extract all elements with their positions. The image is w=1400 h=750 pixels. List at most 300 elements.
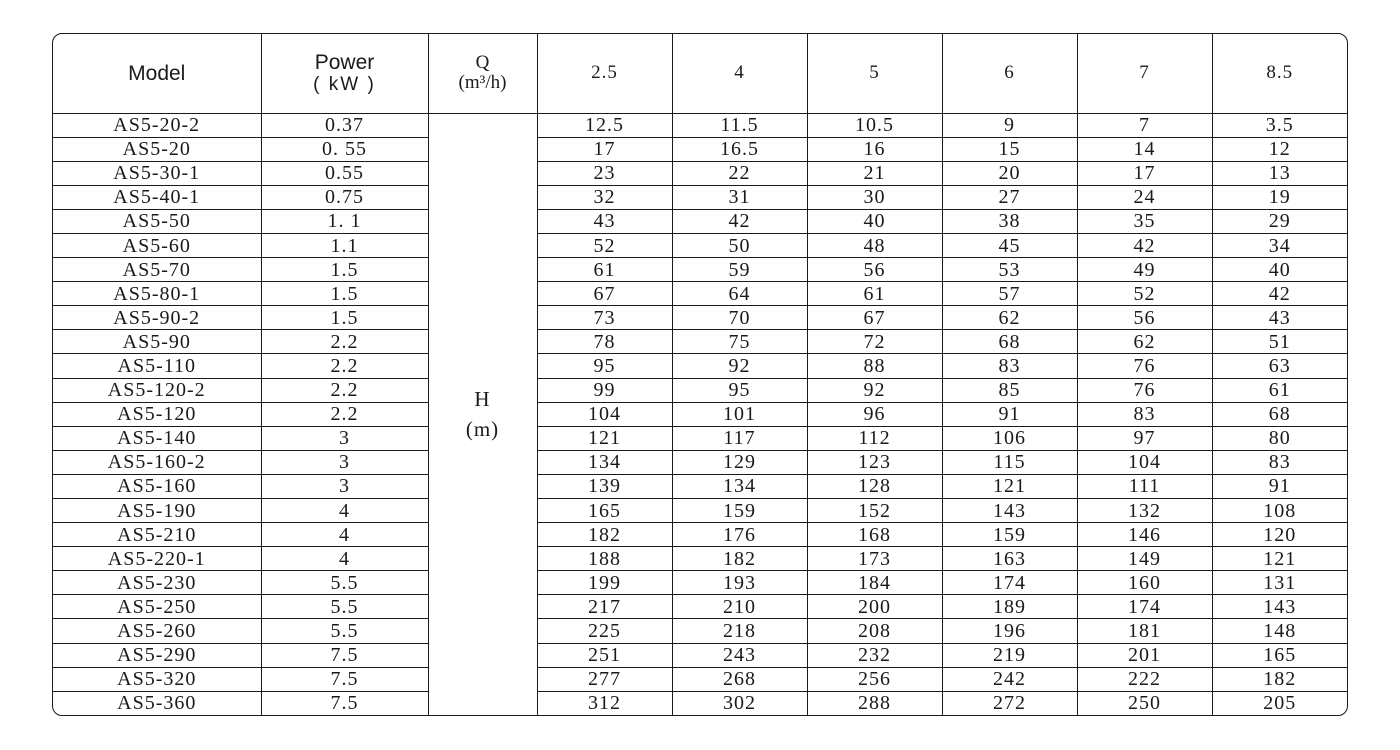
- head-value-cell-text: 76: [1133, 379, 1156, 402]
- power-cell: [261, 426, 428, 450]
- head-value-cell: [1077, 474, 1212, 498]
- head-value-cell-text: 30: [863, 186, 886, 209]
- head-value-cell: [942, 330, 1077, 354]
- head-value-cell: [672, 523, 807, 547]
- power-cell: [261, 402, 428, 426]
- head-value-cell-text: 277: [588, 668, 621, 691]
- head-value-cell: [1212, 499, 1347, 523]
- head-value-cell-text: 111: [1128, 475, 1161, 498]
- head-value-cell-text: 91: [1268, 475, 1291, 498]
- head-value-cell-text: 83: [1268, 451, 1291, 474]
- head-value-cell: [1077, 691, 1212, 715]
- table-row: [53, 691, 1347, 715]
- head-value-cell-text: 48: [863, 234, 886, 257]
- head-value-cell-text: 12.5: [585, 114, 624, 137]
- model-cell: [53, 474, 261, 498]
- power-cell-text: 2.2: [330, 354, 359, 377]
- head-value-cell: [942, 619, 1077, 643]
- head-value-cell-text: 61: [1268, 379, 1291, 402]
- model-cell-text: AS5-20: [122, 138, 191, 161]
- table-row: [53, 258, 1347, 282]
- head-value-cell-text: 251: [588, 644, 621, 667]
- head-value-cell-text: 121: [588, 427, 621, 450]
- head-value-cell: [1077, 306, 1212, 330]
- head-value-cell: [1077, 185, 1212, 209]
- head-value-cell: [537, 258, 672, 282]
- power-cell-text: 1. 1: [327, 210, 362, 233]
- head-value-cell-text: 3.5: [1265, 114, 1294, 137]
- head-value-cell: [1212, 667, 1347, 691]
- head-value-cell-text: 176: [723, 523, 756, 546]
- head-value-cell: [807, 667, 942, 691]
- head-value-cell: [537, 402, 672, 426]
- head-value-cell-text: 222: [1128, 668, 1161, 691]
- power-cell-text: 7.5: [330, 668, 359, 691]
- head-value-cell-text: 134: [723, 475, 756, 498]
- model-cell: [53, 619, 261, 643]
- head-value-cell: [672, 402, 807, 426]
- head-value-cell-text: 59: [728, 258, 751, 281]
- head-value-cell: [1077, 402, 1212, 426]
- head-value-cell: [537, 306, 672, 330]
- head-value-cell: [672, 137, 807, 161]
- model-cell-text: AS5-90: [122, 330, 191, 353]
- power-cell-text: 7.5: [330, 644, 359, 667]
- head-value-cell-text: 121: [1263, 547, 1297, 570]
- head-value-cell-text: 67: [593, 282, 616, 305]
- head-value-cell: [942, 306, 1077, 330]
- model-cell-text: AS5-90-2: [113, 306, 201, 329]
- head-value-cell-text: 165: [588, 499, 621, 522]
- head-value-cell: [942, 402, 1077, 426]
- model-cell: [53, 643, 261, 667]
- head-value-cell: [537, 426, 672, 450]
- head-value-cell: [942, 667, 1077, 691]
- model-cell-text: AS5-260: [117, 620, 197, 643]
- head-value-cell-text: 32: [593, 186, 616, 209]
- head-value-cell-text: 12: [1268, 138, 1291, 161]
- model-cell: [53, 378, 261, 402]
- head-value-cell-text: 256: [858, 668, 891, 691]
- head-value-cell-text: 165: [1263, 644, 1297, 667]
- head-value-cell: [672, 595, 807, 619]
- head-value-cell-text: 9: [1004, 114, 1015, 137]
- head-value-cell-text: 243: [723, 644, 756, 667]
- head-value-cell-text: 188: [588, 547, 621, 570]
- header-flow: 4: [672, 34, 807, 113]
- head-value-cell: [942, 209, 1077, 233]
- head-value-cell: [672, 474, 807, 498]
- head-value-cell-text: 51: [1268, 330, 1291, 353]
- power-cell-text: 5.5: [330, 620, 359, 643]
- head-value-cell-text: 91: [998, 403, 1021, 426]
- head-value-cell: [672, 354, 807, 378]
- power-cell: [261, 185, 428, 209]
- model-cell: [53, 499, 261, 523]
- power-cell: [261, 619, 428, 643]
- power-cell: [261, 450, 428, 474]
- power-cell-text: 4: [339, 547, 350, 570]
- head-value-cell: [537, 619, 672, 643]
- head-value-cell-text: 205: [1263, 692, 1297, 715]
- head-value-cell: [942, 354, 1077, 378]
- power-cell: [261, 523, 428, 547]
- head-value-cell: [672, 233, 807, 257]
- head-value-cell-text: 272: [993, 692, 1026, 715]
- head-value-cell-text: 199: [588, 571, 621, 594]
- header-flow: 7: [1077, 34, 1212, 113]
- model-cell-text: AS5-140: [117, 427, 197, 450]
- power-cell-text: 1.5: [330, 258, 359, 281]
- head-value-cell-text: 61: [863, 282, 886, 305]
- head-value-cell-text: 24: [1133, 186, 1156, 209]
- head-value-cell-text: 120: [1263, 523, 1297, 546]
- model-cell-text: AS5-220-1: [107, 547, 206, 570]
- head-value-cell: [1077, 233, 1212, 257]
- model-cell-text: AS5-210: [117, 523, 197, 546]
- head-value-cell: [807, 161, 942, 185]
- table-row: [53, 306, 1347, 330]
- model-cell: [53, 547, 261, 571]
- head-value-cell: [672, 161, 807, 185]
- table-row: [53, 209, 1347, 233]
- head-value-cell: [942, 113, 1077, 137]
- head-value-cell: [537, 378, 672, 402]
- head-value-cell-text: 45: [998, 234, 1021, 257]
- head-value-cell: [537, 161, 672, 185]
- head-value-cell-text: 250: [1128, 692, 1161, 715]
- model-cell-text: AS5-110: [117, 354, 196, 377]
- head-value-cell: [1212, 137, 1347, 161]
- head-value-cell-text: 64: [728, 282, 751, 305]
- head-value-cell: [1212, 474, 1347, 498]
- head-value-cell: [942, 499, 1077, 523]
- header-flow: 8.5: [1212, 34, 1347, 113]
- head-value-cell: [1077, 619, 1212, 643]
- head-value-cell: [1077, 426, 1212, 450]
- head-value-cell: [537, 233, 672, 257]
- table-row: [53, 402, 1347, 426]
- head-value-cell-text: 56: [863, 258, 886, 281]
- power-cell: [261, 161, 428, 185]
- head-value-cell: [1212, 619, 1347, 643]
- head-value-cell: [537, 523, 672, 547]
- power-cell-text: 0. 55: [322, 138, 367, 161]
- head-value-cell: [672, 330, 807, 354]
- head-value-cell: [942, 426, 1077, 450]
- head-value-cell: [942, 185, 1077, 209]
- power-cell-text: 5.5: [330, 595, 359, 618]
- head-value-cell-text: 62: [1133, 330, 1156, 353]
- head-value-cell: [1212, 185, 1347, 209]
- power-cell: [261, 595, 428, 619]
- model-cell-text: AS5-250: [117, 595, 197, 618]
- head-value-cell: [1212, 691, 1347, 715]
- head-value-cell-text: 143: [993, 499, 1026, 522]
- head-value-cell-text: 50: [728, 234, 751, 257]
- model-cell-text: AS5-80-1: [113, 282, 201, 305]
- model-cell: [53, 354, 261, 378]
- power-cell: [261, 499, 428, 523]
- head-value-cell-text: 11.5: [720, 114, 759, 137]
- head-value-cell-text: 121: [993, 475, 1026, 498]
- head-value-cell-text: 42: [728, 210, 751, 233]
- head-value-cell-text: 182: [588, 523, 621, 546]
- table-row: [53, 233, 1347, 257]
- head-value-cell: [942, 595, 1077, 619]
- head-value-cell-text: 196: [993, 620, 1026, 643]
- head-value-cell: [807, 426, 942, 450]
- header-q-unit: (m³/h): [458, 72, 507, 94]
- head-value-cell: [672, 691, 807, 715]
- head-value-cell: [942, 137, 1077, 161]
- power-cell: [261, 691, 428, 715]
- head-value-cell: [1212, 330, 1347, 354]
- head-value-cell: [1212, 523, 1347, 547]
- head-value-cell-text: 112: [858, 427, 891, 450]
- head-value-cell: [1212, 282, 1347, 306]
- head-value-cell-text: 92: [728, 354, 751, 377]
- model-cell: [53, 233, 261, 257]
- head-value-cell-text: 83: [998, 354, 1021, 377]
- head-value-cell-text: 70: [728, 306, 751, 329]
- head-value-cell-text: 182: [723, 547, 756, 570]
- head-value-cell-text: 43: [1268, 306, 1291, 329]
- head-value-cell: [1077, 282, 1212, 306]
- power-cell-text: 2.2: [330, 379, 359, 402]
- table-row: [53, 354, 1347, 378]
- model-cell: [53, 426, 261, 450]
- table-row: [53, 378, 1347, 402]
- head-value-cell-text: 57: [998, 282, 1021, 305]
- head-value-cell-text: 68: [1268, 403, 1291, 426]
- head-value-cell: [1212, 161, 1347, 185]
- power-cell: [261, 667, 428, 691]
- head-value-cell-text: 288: [858, 692, 891, 715]
- header-q-label: Q: [475, 52, 490, 74]
- table-row: [53, 137, 1347, 161]
- power-cell-text: 1.5: [330, 282, 359, 305]
- model-cell: [53, 330, 261, 354]
- head-value-cell: [1077, 378, 1212, 402]
- head-value-cell: [672, 378, 807, 402]
- head-value-cell: [1212, 450, 1347, 474]
- head-value-cell: [1212, 258, 1347, 282]
- head-value-cell-text: 76: [1133, 354, 1156, 377]
- head-value-cell: [807, 185, 942, 209]
- power-cell: [261, 571, 428, 595]
- head-value-cell: [672, 258, 807, 282]
- power-cell: [261, 137, 428, 161]
- head-value-cell-text: 163: [993, 547, 1026, 570]
- head-value-cell-text: 174: [993, 571, 1026, 594]
- head-value-cell-text: 129: [723, 451, 756, 474]
- head-value-cell: [807, 258, 942, 282]
- head-value-cell: [807, 595, 942, 619]
- head-value-cell: [1077, 450, 1212, 474]
- model-cell: [53, 161, 261, 185]
- head-value-cell-text: 75: [728, 330, 751, 353]
- table-row: [53, 282, 1347, 306]
- head-value-cell: [807, 306, 942, 330]
- head-value-cell: [942, 161, 1077, 185]
- head-value-cell: [537, 330, 672, 354]
- head-value-cell: [1212, 378, 1347, 402]
- head-value-cell: [1212, 233, 1347, 257]
- model-cell: [53, 306, 261, 330]
- head-value-cell: [807, 499, 942, 523]
- power-cell-text: 1.5: [330, 306, 359, 329]
- table-row: [53, 547, 1347, 571]
- head-value-cell-text: 200: [858, 595, 891, 618]
- model-cell: [53, 185, 261, 209]
- power-cell-text: 1.1: [330, 234, 359, 257]
- power-cell: [261, 474, 428, 498]
- head-value-cell: [807, 450, 942, 474]
- head-value-cell: [1212, 426, 1347, 450]
- model-cell: [53, 691, 261, 715]
- head-value-cell-text: 42: [1268, 282, 1291, 305]
- table-row: [53, 595, 1347, 619]
- head-value-cell-text: 88: [863, 354, 886, 377]
- head-value-cell-text: 225: [588, 620, 621, 643]
- model-cell-text: AS5-120-2: [107, 379, 206, 402]
- head-value-cell: [807, 233, 942, 257]
- head-value-cell-text: 49: [1133, 258, 1156, 281]
- head-value-cell-text: 232: [858, 644, 891, 667]
- head-value-cell: [537, 354, 672, 378]
- head-value-cell-text: 16.5: [720, 138, 759, 161]
- head-value-cell: [537, 643, 672, 667]
- power-cell: [261, 330, 428, 354]
- head-value-cell-text: 19: [1268, 186, 1291, 209]
- head-value-cell: [807, 378, 942, 402]
- head-value-cell-text: 174: [1128, 595, 1161, 618]
- head-value-cell: [537, 282, 672, 306]
- head-value-cell-text: 99: [593, 379, 616, 402]
- head-value-cell-text: 193: [723, 571, 756, 594]
- head-value-cell: [807, 354, 942, 378]
- head-value-cell: [942, 643, 1077, 667]
- model-cell: [53, 113, 261, 137]
- head-value-cell-text: 7: [1139, 114, 1150, 137]
- head-value-cell: [672, 306, 807, 330]
- model-cell-text: AS5-50: [122, 210, 191, 233]
- head-value-cell-text: 40: [863, 210, 886, 233]
- table-body: [53, 113, 1347, 715]
- head-value-cell-text: 56: [1133, 306, 1156, 329]
- head-value-cell: [1212, 306, 1347, 330]
- header-flow: 6: [942, 34, 1077, 113]
- head-value-cell-text: 173: [858, 547, 891, 570]
- header-power-unit: ( kW ): [313, 73, 376, 95]
- power-cell-text: 0.37: [325, 114, 364, 137]
- power-cell: [261, 306, 428, 330]
- head-value-cell-text: 201: [1128, 644, 1161, 667]
- table-row: [53, 330, 1347, 354]
- head-value-cell: [1212, 571, 1347, 595]
- table-row: [53, 619, 1347, 643]
- head-value-cell: [672, 571, 807, 595]
- head-value-cell: [672, 282, 807, 306]
- model-cell-text: AS5-190: [117, 499, 197, 522]
- head-value-cell-text: 10.5: [855, 114, 894, 137]
- power-cell: [261, 209, 428, 233]
- power-cell: [261, 354, 428, 378]
- head-value-cell: [1212, 643, 1347, 667]
- power-cell: [261, 378, 428, 402]
- head-value-cell: [942, 282, 1077, 306]
- model-cell-text: AS5-160-2: [107, 451, 206, 474]
- head-value-cell: [537, 137, 672, 161]
- head-value-cell: [537, 185, 672, 209]
- head-value-cell-text: 63: [1268, 354, 1291, 377]
- power-cell-text: 3: [339, 427, 350, 450]
- head-value-cell: [807, 523, 942, 547]
- head-value-cell-text: 146: [1128, 523, 1161, 546]
- table-row: [53, 450, 1347, 474]
- head-value-cell-text: 80: [1268, 427, 1291, 450]
- table-row: [53, 523, 1347, 547]
- head-value-cell: [1212, 209, 1347, 233]
- head-value-cell-text: 302: [723, 692, 756, 715]
- head-value-cell-text: 92: [863, 379, 886, 402]
- head-value-cell-text: 85: [998, 379, 1021, 402]
- head-value-cell-text: 182: [1263, 668, 1297, 691]
- head-value-cell-text: 208: [858, 620, 891, 643]
- head-value-cell-text: 17: [593, 138, 616, 161]
- header-model: Model: [53, 34, 261, 113]
- head-value-cell-text: 16: [863, 138, 886, 161]
- model-cell-text: AS5-120: [117, 403, 197, 426]
- power-cell: [261, 547, 428, 571]
- head-value-cell: [1077, 523, 1212, 547]
- head-value-cell-text: 35: [1133, 210, 1156, 233]
- head-value-cell-text: 29: [1268, 210, 1291, 233]
- head-value-cell: [672, 667, 807, 691]
- head-value-cell: [942, 450, 1077, 474]
- head-value-cell: [537, 450, 672, 474]
- head-value-cell-text: 312: [588, 692, 621, 715]
- head-value-cell: [672, 209, 807, 233]
- head-value-cell-text: 131: [1263, 571, 1297, 594]
- power-cell-text: 2.2: [330, 330, 359, 353]
- head-value-cell-text: 108: [1263, 499, 1297, 522]
- head-value-cell-text: 219: [993, 644, 1026, 667]
- head-value-cell-text: 181: [1128, 620, 1161, 643]
- head-value-cell-text: 242: [993, 668, 1026, 691]
- table-row: [53, 185, 1347, 209]
- head-value-cell-text: 21: [863, 162, 886, 185]
- model-cell: [53, 209, 261, 233]
- head-value-cell: [537, 474, 672, 498]
- head-value-cell-text: 13: [1268, 162, 1291, 185]
- table-row: [53, 474, 1347, 498]
- head-value-cell: [1212, 595, 1347, 619]
- head-label-cell: [428, 113, 537, 715]
- head-value-cell-text: 95: [593, 354, 616, 377]
- table-row: [53, 571, 1347, 595]
- head-value-cell: [537, 595, 672, 619]
- head-value-cell: [537, 499, 672, 523]
- head-value-cell-text: 43: [593, 210, 616, 233]
- head-value-cell: [807, 137, 942, 161]
- head-value-cell-text: 143: [1263, 595, 1297, 618]
- head-value-cell: [672, 185, 807, 209]
- head-value-cell-text: 101: [723, 403, 756, 426]
- model-cell: [53, 595, 261, 619]
- header-power: [261, 34, 428, 113]
